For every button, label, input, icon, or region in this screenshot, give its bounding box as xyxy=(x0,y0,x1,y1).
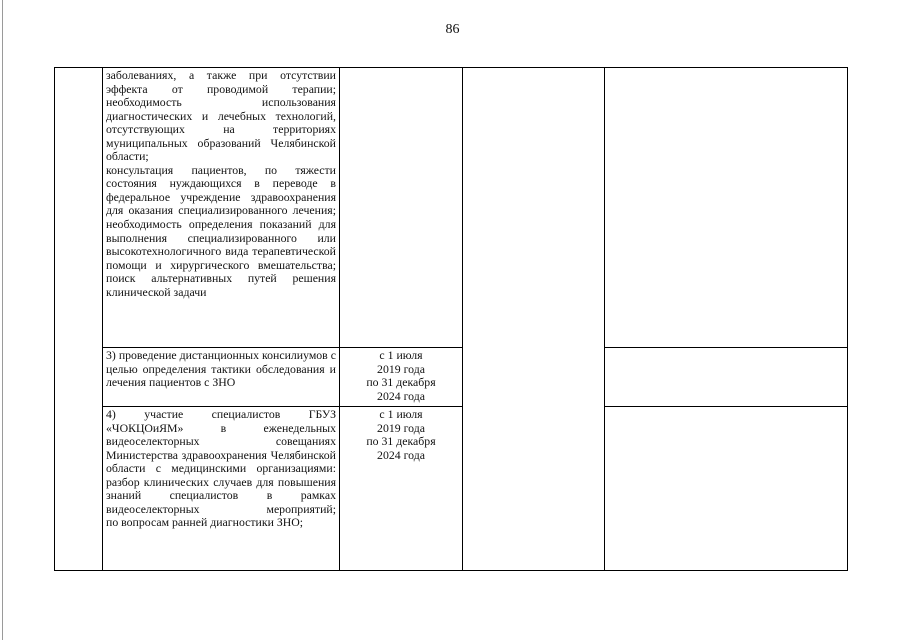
paragraph: заболеваниях, а также при отсутствии эффекта от проводимой терапии; xyxy=(106,68,336,96)
paragraph: 4) участие специалистов ГБУЗ «ЧОКЦОиЯМ» в еженедельных видеоселекторных совещаниях Министерства здравоохранения Челябинской области с медицинскими организациями: xyxy=(106,407,336,476)
date-line: с 1 июля xyxy=(379,407,423,421)
paragraph: по вопросам ранней диагностики ЗНО; xyxy=(106,515,304,530)
row-3-description xyxy=(106,408,336,530)
paragraph: консультация пациентов, по тяжести состояния нуждающихся в переводе в федеральное учреждение здравоохранения для оказания специализированного лечения; xyxy=(106,162,336,218)
row-3-dates xyxy=(340,408,462,462)
paragraph: 3) проведение дистанционных консилиумов с целью определения тактики обследования и лечения пациентов с ЗНО xyxy=(106,348,336,390)
row-divider xyxy=(604,347,848,348)
column-divider xyxy=(102,68,103,570)
page-number: 86 xyxy=(445,22,460,37)
date-line: 2019 года xyxy=(377,361,425,376)
date-line: с 1 июля xyxy=(379,348,423,362)
date-line: 2024 года xyxy=(377,388,425,403)
column-divider xyxy=(604,68,605,570)
row-2-description xyxy=(106,349,336,390)
date-line: по 31 декабря xyxy=(366,434,436,449)
paragraph: поиск альтернативных путей решения клинической задачи xyxy=(106,271,336,299)
date-line: 2024 года xyxy=(377,447,425,462)
row-1-description xyxy=(106,69,336,299)
column-divider xyxy=(462,68,463,570)
column-divider xyxy=(339,68,340,570)
page-edge-line xyxy=(2,0,3,640)
document-table xyxy=(54,67,848,571)
paragraph: разбор клинических случаев для повышения знаний специалистов в рамках видеоселекторных мероприятий; xyxy=(106,474,336,516)
date-line: 2019 года xyxy=(377,420,425,435)
date-line: по 31 декабря xyxy=(366,375,436,390)
row-2-dates xyxy=(340,349,462,403)
paragraph: необходимость использования диагностических и лечебных технологий, отсутствующих на территориях муниципальных образований Челябинской области; xyxy=(106,95,336,164)
row-divider xyxy=(604,406,848,407)
paragraph: необходимость определения показаний для выполнения специализированного или высокотехнологичного вида терапевтической помощи и хирургического вмешательства; xyxy=(106,217,336,272)
